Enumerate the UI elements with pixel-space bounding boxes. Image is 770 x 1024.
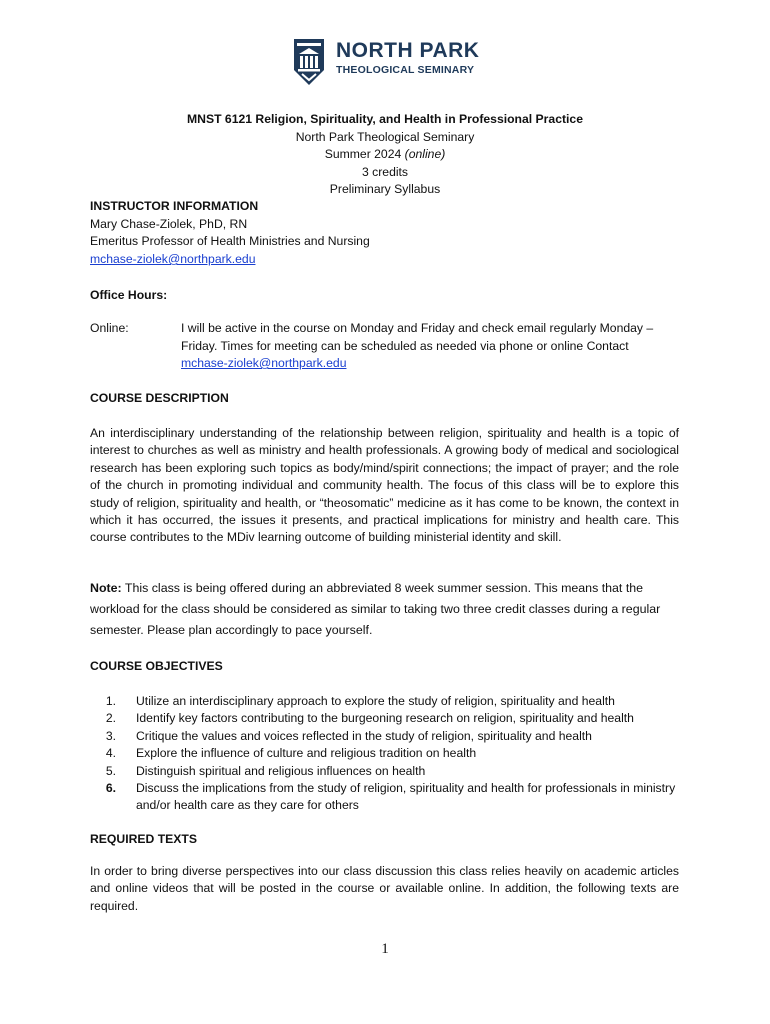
office-hours-line: Friday. Times for meeting can be scheduled as needed via phone or online Contact [181,339,629,353]
page-number: 1 [381,941,389,957]
note-text: This class is being offered during an abbreviated 8 week summer session. This means that the [121,581,644,595]
objective-number: 6. [105,781,116,795]
note-line: semester. Please plan accordingly to pace yourself. [90,623,373,637]
objective-number: 4. [105,746,116,760]
instructor-heading: INSTRUCTOR INFORMATION [90,199,259,213]
note-label: Note: [90,581,122,595]
office-hours-label: Online: [90,321,129,335]
objective-text: Utilize an interdisciplinary approach to explore the study of religion, spirituality and health [136,694,615,708]
logo-subtitle: THEOLOGICAL SEMINARY [336,64,475,76]
objective-text: Discuss the implications from the study of religion, spirituality and health for professionals in ministry and/or health care as they care for others [136,781,676,813]
course-credits: 3 credits [361,165,409,179]
objective-text: Distinguish spiritual and religious influences on health [136,764,426,778]
instructor-email-link[interactable]: mchase-ziolek@northpark.edu [90,252,256,266]
objective-text: Explore the influence of culture and religious tradition on health [136,746,477,760]
description-heading: COURSE DESCRIPTION [90,391,229,405]
seminary-shield-icon [293,38,325,86]
objectives-heading: COURSE OBJECTIVES [90,659,223,673]
logo-title: NORTH PARK [336,39,480,62]
description-body: An interdisciplinary understanding of the relationship between religion, spirituality and health is a topic of interest to churches as well as ministry and health professionals. A growing body of medical and sociological research has been exploring such topics as body/mind/spirit connections; the impact of prayer; and the role of the church in promoting individual and community health. The focus of this class will be to explore this study of religion, spirituality and health, or “theosomatic” medicine as it has come to be known, the context in which it has occurred, the issues it presents, and practical implications for ministry and health care. This course contributes to the MDiv learning outcome of building ministerial identity and skill. [90,426,679,545]
objective-number: 1. [105,694,116,708]
course-term [0,146,770,163]
office-hours-heading: Office Hours: [90,288,168,302]
texts-heading: REQUIRED TEXTS [90,832,197,846]
texts-body: In order to bring diverse perspectives into our class discussion this class relies heavily on academic articles and online videos that will be posted in the course or available online. In addition, the following texts are required. [90,864,679,913]
office-hours-email-link[interactable]: mchase-ziolek@northpark.edu [181,356,347,370]
course-title: MNST 6121 Religion, Spirituality, and Health in Professional Practice [187,112,583,126]
objective-number: 3. [105,729,116,743]
objective-number: 5. [105,764,116,778]
instructor-name: Mary Chase-Ziolek, PhD, RN [90,217,248,231]
objective-text: Identify key factors contributing to the burgeoning research on religion, spirituality and health [136,711,634,725]
school-name: North Park Theological Seminary [295,130,475,144]
term-season: Summer 2024 [324,147,405,161]
document-type: Preliminary Syllabus [329,182,441,196]
objective-number: 2. [105,711,116,725]
note-line [90,581,643,595]
north-park-logo [293,38,483,88]
note-line: workload for the class should be considered as similar to taking two three credit classes during a regular [90,602,661,616]
instructor-role: Emeritus Professor of Health Ministries and Nursing [90,234,370,248]
term-mode: (online) [404,147,446,161]
office-hours-line: I will be active in the course on Monday and Friday and check email regularly Monday – [181,321,654,335]
objective-text: Critique the values and voices reflected in the study of religion, spirituality and health [136,729,592,743]
